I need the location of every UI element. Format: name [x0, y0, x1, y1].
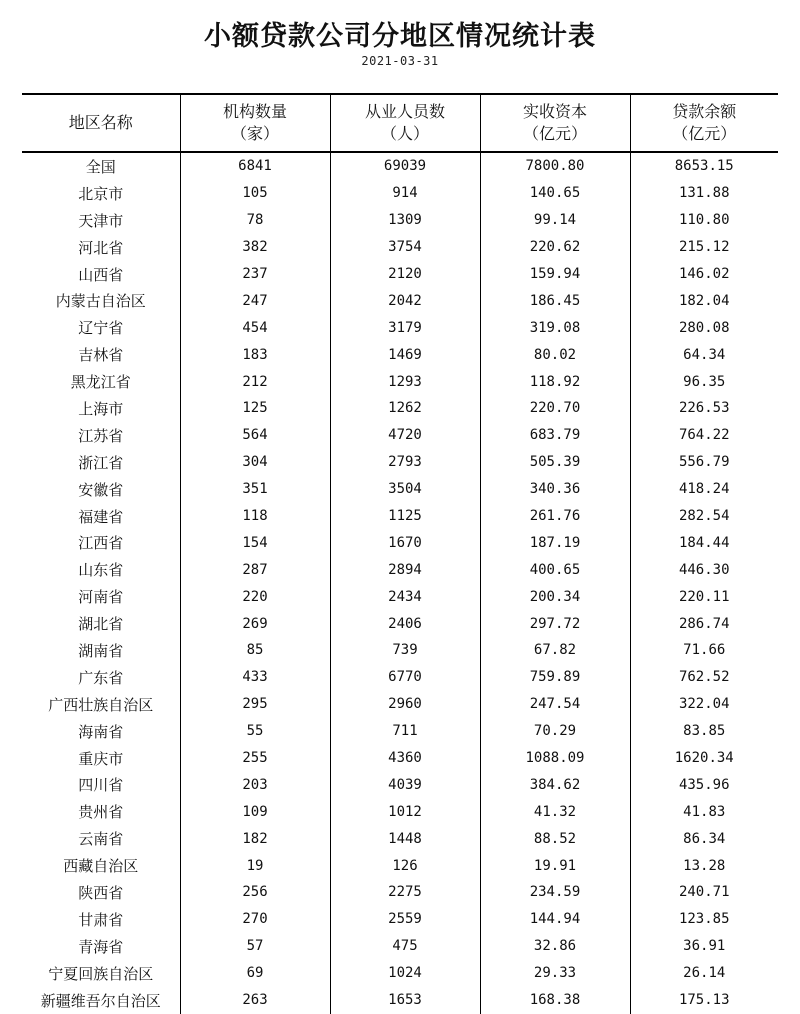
cell-capital: 140.65 [480, 180, 630, 207]
cell-region: 甘肃省 [78, 910, 124, 929]
cell-capital: 41.32 [480, 798, 630, 825]
cell-institutions: 125 [180, 395, 330, 422]
cell-capital: 683.79 [480, 422, 630, 449]
cell-loans: 146.02 [630, 261, 778, 288]
cell-capital: 186.45 [480, 287, 630, 314]
cell-capital: 319.08 [480, 314, 630, 341]
cell-loans: 764.22 [630, 422, 778, 449]
cell-employees: 2120 [330, 261, 480, 288]
cell-employees: 126 [330, 852, 480, 879]
table-row [22, 718, 778, 745]
cell-institutions: 564 [180, 422, 330, 449]
cell-region: 广西壮族自治区 [48, 695, 154, 714]
cell-institutions: 382 [180, 234, 330, 261]
cell-region: 天津市 [78, 211, 124, 230]
cell-capital: 234.59 [480, 879, 630, 906]
table-row [22, 341, 778, 368]
table-row [22, 933, 778, 960]
table-body [22, 152, 778, 1014]
cell-institutions: 78 [180, 207, 330, 234]
cell-employees: 1670 [330, 529, 480, 556]
cell-employees: 1125 [330, 503, 480, 530]
cell-employees: 2960 [330, 691, 480, 718]
cell-region: 河北省 [78, 238, 124, 257]
cell-employees: 6770 [330, 664, 480, 691]
cell-region: 云南省 [78, 830, 124, 849]
cell-capital: 32.86 [480, 933, 630, 960]
cell-region: 辽宁省 [78, 319, 124, 338]
cell-institutions: 247 [180, 287, 330, 314]
cell-institutions: 182 [180, 825, 330, 852]
table-header [22, 94, 778, 152]
cell-institutions: 6841 [180, 152, 330, 180]
cell-loans: 1620.34 [630, 745, 778, 772]
cell-institutions: 69 [180, 960, 330, 987]
cell-employees: 3754 [330, 234, 480, 261]
cell-loans: 64.34 [630, 341, 778, 368]
table-row [22, 234, 778, 261]
cell-region: 河南省 [78, 588, 124, 607]
cell-capital: 220.70 [480, 395, 630, 422]
cell-region: 安徽省 [78, 480, 124, 499]
cell-loans: 182.04 [630, 287, 778, 314]
table-row [22, 261, 778, 288]
cell-institutions: 19 [180, 852, 330, 879]
cell-capital: 759.89 [480, 664, 630, 691]
cell-institutions: 287 [180, 556, 330, 583]
cell-region: 重庆市 [78, 749, 124, 768]
cell-employees: 2406 [330, 610, 480, 637]
cell-loans: 71.66 [630, 637, 778, 664]
cell-loans: 26.14 [630, 960, 778, 987]
cell-loans: 175.13 [630, 987, 778, 1014]
cell-employees: 2275 [330, 879, 480, 906]
cell-employees: 475 [330, 933, 480, 960]
cell-capital: 384.62 [480, 771, 630, 798]
cell-institutions: 203 [180, 771, 330, 798]
table-row [22, 152, 778, 180]
cell-loans: 446.30 [630, 556, 778, 583]
header-employees-label: 从业人员数 [364, 102, 445, 121]
table-row [22, 691, 778, 718]
cell-institutions: 454 [180, 314, 330, 341]
cell-capital: 118.92 [480, 368, 630, 395]
table-row [22, 368, 778, 395]
cell-loans: 36.91 [630, 933, 778, 960]
table-row [22, 583, 778, 610]
table-row [22, 745, 778, 772]
cell-loans: 83.85 [630, 718, 778, 745]
cell-employees: 69039 [330, 152, 480, 180]
cell-institutions: 55 [180, 718, 330, 745]
cell-employees: 1469 [330, 341, 480, 368]
cell-employees: 1262 [330, 395, 480, 422]
cell-institutions: 118 [180, 503, 330, 530]
cell-capital: 261.76 [480, 503, 630, 530]
table-row [22, 852, 778, 879]
header-row [22, 94, 778, 152]
cell-region: 福建省 [78, 507, 124, 526]
cell-institutions: 255 [180, 745, 330, 772]
cell-region: 上海市 [78, 399, 124, 418]
table-row [22, 906, 778, 933]
table-row [22, 664, 778, 691]
cell-region: 湖北省 [78, 615, 124, 634]
cell-capital: 159.94 [480, 261, 630, 288]
cell-loans: 8653.15 [630, 152, 778, 180]
cell-employees: 4039 [330, 771, 480, 798]
cell-loans: 240.71 [630, 879, 778, 906]
table-row [22, 798, 778, 825]
cell-employees: 914 [330, 180, 480, 207]
cell-capital: 7800.80 [480, 152, 630, 180]
cell-loans: 435.96 [630, 771, 778, 798]
cell-loans: 418.24 [630, 476, 778, 503]
header-institutions-label: 机构数量 [222, 102, 287, 121]
table-row [22, 771, 778, 798]
cell-region: 四川省 [78, 776, 124, 795]
statistics-table [22, 93, 778, 1014]
cell-capital: 200.34 [480, 583, 630, 610]
cell-capital: 70.29 [480, 718, 630, 745]
cell-capital: 67.82 [480, 637, 630, 664]
table-row [22, 825, 778, 852]
page-title: 小额贷款公司分地区情况统计表 [204, 21, 596, 52]
cell-region: 新疆维吾尔自治区 [40, 991, 161, 1010]
cell-capital: 220.62 [480, 234, 630, 261]
table-row [22, 207, 778, 234]
cell-region: 宁夏回族自治区 [48, 964, 154, 983]
cell-loans: 762.52 [630, 664, 778, 691]
cell-capital: 144.94 [480, 906, 630, 933]
cell-loans: 13.28 [630, 852, 778, 879]
cell-capital: 168.38 [480, 987, 630, 1014]
header-employees [330, 94, 480, 152]
cell-loans: 41.83 [630, 798, 778, 825]
table-row [22, 529, 778, 556]
header-institutions [180, 94, 330, 152]
cell-employees: 2434 [330, 583, 480, 610]
table-row [22, 637, 778, 664]
cell-loans: 86.34 [630, 825, 778, 852]
header-capital [480, 94, 630, 152]
header-capital-label: 实收资本 [522, 102, 587, 121]
cell-employees: 1448 [330, 825, 480, 852]
cell-capital: 187.19 [480, 529, 630, 556]
cell-institutions: 351 [180, 476, 330, 503]
cell-region: 西藏自治区 [63, 857, 139, 876]
cell-institutions: 85 [180, 637, 330, 664]
cell-capital: 1088.09 [480, 745, 630, 772]
cell-employees: 4720 [330, 422, 480, 449]
cell-institutions: 304 [180, 449, 330, 476]
cell-capital: 80.02 [480, 341, 630, 368]
cell-institutions: 433 [180, 664, 330, 691]
table-row [22, 879, 778, 906]
cell-employees: 2559 [330, 906, 480, 933]
cell-capital: 340.36 [480, 476, 630, 503]
cell-capital: 400.65 [480, 556, 630, 583]
cell-loans: 123.85 [630, 906, 778, 933]
cell-capital: 247.54 [480, 691, 630, 718]
cell-institutions: 183 [180, 341, 330, 368]
cell-capital: 99.14 [480, 207, 630, 234]
cell-loans: 280.08 [630, 314, 778, 341]
table-row [22, 987, 778, 1014]
cell-loans: 110.80 [630, 207, 778, 234]
cell-loans: 286.74 [630, 610, 778, 637]
table-row [22, 180, 778, 207]
cell-employees: 2042 [330, 287, 480, 314]
cell-region: 青海省 [78, 937, 124, 956]
cell-employees: 2894 [330, 556, 480, 583]
cell-loans: 282.54 [630, 503, 778, 530]
cell-region: 黑龙江省 [70, 373, 131, 392]
cell-loans: 215.12 [630, 234, 778, 261]
cell-employees: 2793 [330, 449, 480, 476]
cell-loans: 322.04 [630, 691, 778, 718]
cell-loans: 96.35 [630, 368, 778, 395]
cell-employees: 3504 [330, 476, 480, 503]
header-employees-unit: （人） [380, 124, 429, 143]
cell-region: 江西省 [78, 534, 124, 553]
cell-institutions: 295 [180, 691, 330, 718]
header-capital-unit: （亿元） [522, 124, 587, 143]
table-row [22, 503, 778, 530]
table-row [22, 395, 778, 422]
cell-region: 江苏省 [78, 426, 124, 445]
cell-institutions: 109 [180, 798, 330, 825]
cell-institutions: 263 [180, 987, 330, 1014]
header-institutions-unit: （家） [230, 124, 279, 143]
header-loans-label: 贷款余额 [672, 102, 737, 121]
table-row [22, 422, 778, 449]
cell-institutions: 57 [180, 933, 330, 960]
header-region [22, 94, 180, 152]
cell-region: 海南省 [78, 722, 124, 741]
cell-region: 吉林省 [78, 346, 124, 365]
cell-loans: 220.11 [630, 583, 778, 610]
cell-loans: 556.79 [630, 449, 778, 476]
cell-region: 内蒙古自治区 [55, 292, 146, 311]
table-row [22, 314, 778, 341]
header-region-label: 地区名称 [68, 113, 133, 132]
cell-capital: 297.72 [480, 610, 630, 637]
header-loans-unit: （亿元） [672, 124, 737, 143]
report-date: 2021-03-31 [361, 54, 439, 68]
cell-institutions: 256 [180, 879, 330, 906]
cell-loans: 226.53 [630, 395, 778, 422]
cell-institutions: 270 [180, 906, 330, 933]
cell-capital: 88.52 [480, 825, 630, 852]
cell-employees: 1293 [330, 368, 480, 395]
cell-capital: 505.39 [480, 449, 630, 476]
table-row [22, 476, 778, 503]
cell-employees: 1653 [330, 987, 480, 1014]
header-loans [630, 94, 778, 152]
cell-employees: 1012 [330, 798, 480, 825]
cell-capital: 19.91 [480, 852, 630, 879]
cell-region: 浙江省 [78, 453, 124, 472]
cell-employees: 1309 [330, 207, 480, 234]
cell-institutions: 220 [180, 583, 330, 610]
cell-loans: 184.44 [630, 529, 778, 556]
cell-employees: 4360 [330, 745, 480, 772]
cell-region: 广东省 [78, 668, 124, 687]
table-row [22, 556, 778, 583]
table-row [22, 287, 778, 314]
cell-employees: 711 [330, 718, 480, 745]
cell-region: 贵州省 [78, 803, 124, 822]
cell-region: 全国 [85, 157, 116, 176]
cell-institutions: 154 [180, 529, 330, 556]
cell-institutions: 105 [180, 180, 330, 207]
cell-region: 山西省 [78, 265, 124, 284]
cell-institutions: 212 [180, 368, 330, 395]
table-row [22, 960, 778, 987]
cell-employees: 1024 [330, 960, 480, 987]
table-row [22, 449, 778, 476]
cell-institutions: 237 [180, 261, 330, 288]
cell-institutions: 269 [180, 610, 330, 637]
cell-region: 湖南省 [78, 641, 124, 660]
cell-region: 陕西省 [78, 883, 124, 902]
cell-region: 山东省 [78, 561, 124, 580]
cell-employees: 3179 [330, 314, 480, 341]
cell-employees: 739 [330, 637, 480, 664]
cell-capital: 29.33 [480, 960, 630, 987]
cell-loans: 131.88 [630, 180, 778, 207]
cell-region: 北京市 [78, 184, 124, 203]
table-row [22, 610, 778, 637]
